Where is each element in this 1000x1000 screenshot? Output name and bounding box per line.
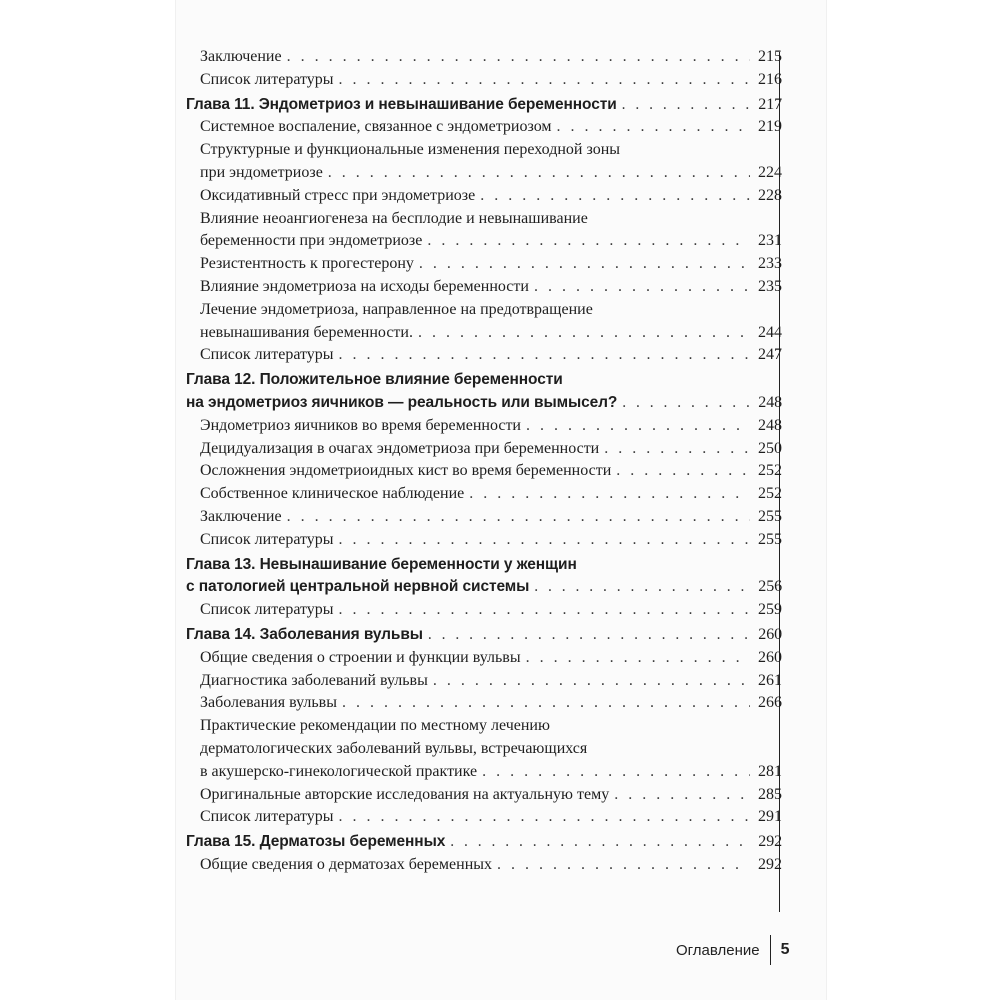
toc-entry-title: Осложнения эндометриоидных кист во время беременности: [200, 462, 612, 480]
toc-section-entry[interactable]: [186, 647, 782, 670]
toc-page-number: 292: [758, 833, 782, 851]
toc-section-entry[interactable]: [186, 139, 782, 185]
toc-page-number: 235: [758, 277, 782, 295]
toc-entry-title: Заболевания вульвы: [200, 694, 337, 712]
dot-leader: [526, 647, 750, 670]
toc-page-number: 259: [758, 601, 782, 619]
toc-page-number: 260: [758, 648, 782, 666]
toc-section-entry[interactable]: [186, 506, 782, 529]
toc-entry-title: Общие сведения о строении и функции вульвы: [200, 648, 521, 666]
toc-page-number: 252: [758, 462, 782, 480]
toc-section-entry[interactable]: [186, 185, 782, 208]
dot-leader: [342, 692, 750, 715]
toc-section-entry[interactable]: [186, 529, 782, 552]
toc-entry-title-line: Структурные и функциональные изменения переходной зоны: [200, 141, 621, 159]
toc-entry-title: Список литературы: [200, 346, 334, 364]
toc-page-number: 292: [758, 855, 782, 873]
footer-divider: [770, 935, 771, 965]
dot-leader: [534, 576, 750, 599]
toc-section-entry[interactable]: [186, 208, 782, 254]
toc-section-entry[interactable]: [186, 483, 782, 506]
toc-entry-title: Резистентность к прогестерону: [200, 255, 414, 273]
toc-entry-title: Оксидативный стресс при эндометриозе: [200, 186, 476, 204]
dot-leader: [497, 854, 750, 877]
toc-page-number: 228: [758, 186, 782, 204]
toc-entry-title: Глава 15. Дерматозы беременных: [186, 833, 446, 851]
toc-entry-title: при эндометриозе: [200, 163, 323, 181]
toc-page-number: 215: [758, 48, 782, 65]
running-title: Оглавление: [676, 941, 760, 959]
toc-entry-title: с патологией центральной нервной системы: [186, 578, 530, 596]
toc-section-entry[interactable]: [186, 854, 782, 877]
dot-leader: [339, 599, 750, 622]
dot-leader: [287, 506, 750, 529]
toc-chapter-entry[interactable]: [186, 369, 782, 415]
toc-entry-title: Список литературы: [200, 601, 334, 619]
toc-entry-title: Список литературы: [200, 530, 334, 548]
toc-entry-title: Децидуализация в очагах эндометриоза при беременности: [200, 439, 600, 457]
toc-section-entry[interactable]: [186, 460, 782, 483]
toc-page-number: 266: [758, 694, 782, 712]
toc-page-number: 285: [758, 785, 782, 803]
toc-entry-title-line: Глава 13. Невынашивание беременности у женщин: [186, 555, 577, 573]
toc-page-number: 255: [758, 507, 782, 525]
toc-entry-title: Глава 14. Заболевания вульвы: [186, 625, 423, 643]
toc-page-number: 244: [758, 323, 782, 341]
toc-section-entry[interactable]: [186, 806, 782, 829]
page-number: 5: [780, 941, 790, 958]
toc-page-number: 260: [758, 625, 782, 643]
toc-entry-title: Диагностика заболеваний вульвы: [200, 671, 428, 689]
toc-entry-title-line: Практические рекомендации по местному лечению: [200, 717, 550, 735]
dot-leader: [614, 784, 750, 807]
toc-page-number: 217: [758, 95, 782, 113]
dot-leader: [526, 415, 750, 438]
toc-section-entry[interactable]: [186, 715, 782, 783]
dot-leader: [622, 94, 750, 117]
page-footer: [676, 935, 790, 965]
toc-entry-title: Глава 11. Эндометриоз и невынашивание беременности: [186, 95, 617, 113]
toc-entry-title-line: Лечение эндометриоза, направленное на предотвращение: [200, 300, 593, 318]
toc-page-number: 224: [758, 163, 782, 181]
toc-entry-title: Список литературы: [200, 70, 334, 88]
toc-entry-title: невынашивания беременности.: [200, 323, 413, 341]
toc-page-number: 233: [758, 255, 782, 273]
dot-leader: [419, 253, 750, 276]
table-of-contents: [186, 46, 782, 877]
dot-leader: [604, 438, 750, 461]
toc-page-number: 281: [758, 762, 782, 780]
toc-section-entry[interactable]: [186, 599, 782, 622]
dot-leader: [534, 276, 750, 299]
toc-page-number: 252: [758, 485, 782, 503]
toc-entry-title-line: Влияние неоангиогенеза на бесплодие и невынашивание: [200, 209, 588, 227]
toc-page-number: 247: [758, 346, 782, 364]
dot-leader: [339, 344, 750, 367]
dot-leader: [433, 670, 750, 693]
toc-entry-title: Оригинальные авторские исследования на актуальную тему: [200, 785, 610, 803]
toc-section-entry[interactable]: [186, 438, 782, 461]
toc-entry-title-line: Глава 12. Положительное влияние беременности: [186, 371, 563, 389]
toc-section-entry[interactable]: [186, 299, 782, 345]
toc-section-entry[interactable]: [186, 276, 782, 299]
dot-leader: [616, 460, 750, 483]
dot-leader: [418, 322, 750, 345]
toc-page-number: 216: [758, 70, 782, 88]
toc-entry-title: Список литературы: [200, 808, 334, 826]
toc-chapter-entry[interactable]: [186, 554, 782, 600]
toc-chapter-entry[interactable]: [186, 624, 782, 647]
dot-leader: [557, 116, 750, 139]
toc-page-number: 291: [758, 808, 782, 826]
dot-leader: [339, 69, 750, 92]
toc-entry-title: Влияние эндометриоза на исходы беременности: [200, 277, 529, 295]
toc-section-entry[interactable]: [186, 116, 782, 139]
toc-chapter-entry[interactable]: [186, 831, 782, 854]
toc-page-number: 261: [758, 671, 782, 689]
toc-entry-title: Эндометриоз яичников во время беременности: [200, 416, 521, 434]
toc-entry-title: Заключение: [200, 48, 282, 65]
toc-section-entry[interactable]: [186, 253, 782, 276]
dot-leader: [287, 46, 750, 69]
toc-section-entry[interactable]: [186, 415, 782, 438]
dot-leader: [480, 185, 750, 208]
toc-section-entry[interactable]: [186, 344, 782, 367]
toc-entry-title: Заключение: [200, 507, 282, 525]
dot-leader: [482, 761, 750, 784]
dot-leader: [469, 483, 750, 506]
toc-section-entry[interactable]: [186, 692, 782, 715]
dot-leader: [339, 529, 750, 552]
dot-leader: [450, 831, 750, 854]
dot-leader: [622, 392, 750, 415]
toc-page-number: 256: [758, 578, 782, 596]
toc-page-number: 248: [758, 393, 782, 411]
toc-entry-title: в акушерско-гинекологической практике: [200, 762, 478, 780]
toc-section-entry[interactable]: [186, 784, 782, 807]
toc-page-number: 250: [758, 439, 782, 457]
toc-page-number: 231: [758, 232, 782, 250]
toc-section-entry[interactable]: [186, 46, 782, 69]
toc-section-entry[interactable]: [186, 670, 782, 693]
toc-entry-title: беременности при эндометриозе: [200, 232, 423, 250]
toc-entry-title: Собственное клиническое наблюдение: [200, 485, 465, 503]
toc-page-number: 248: [758, 416, 782, 434]
toc-entry-title: на эндометриоз яичников — реальность или вымысел?: [186, 393, 618, 411]
dot-leader: [428, 624, 750, 647]
toc-section-entry[interactable]: [186, 69, 782, 92]
toc-entry-title: Общие сведения о дерматозах беременных: [200, 855, 492, 873]
toc-chapter-entry[interactable]: [186, 94, 782, 117]
toc-page-number: 255: [758, 530, 782, 548]
dot-leader: [328, 162, 750, 185]
toc-entry-title-line: дерматологических заболеваний вульвы, встречающихся: [200, 739, 588, 757]
toc-entry-title: Системное воспаление, связанное с эндометриозом: [200, 118, 552, 136]
dot-leader: [427, 230, 750, 253]
dot-leader: [339, 806, 750, 829]
toc-page-number: 219: [758, 118, 782, 136]
